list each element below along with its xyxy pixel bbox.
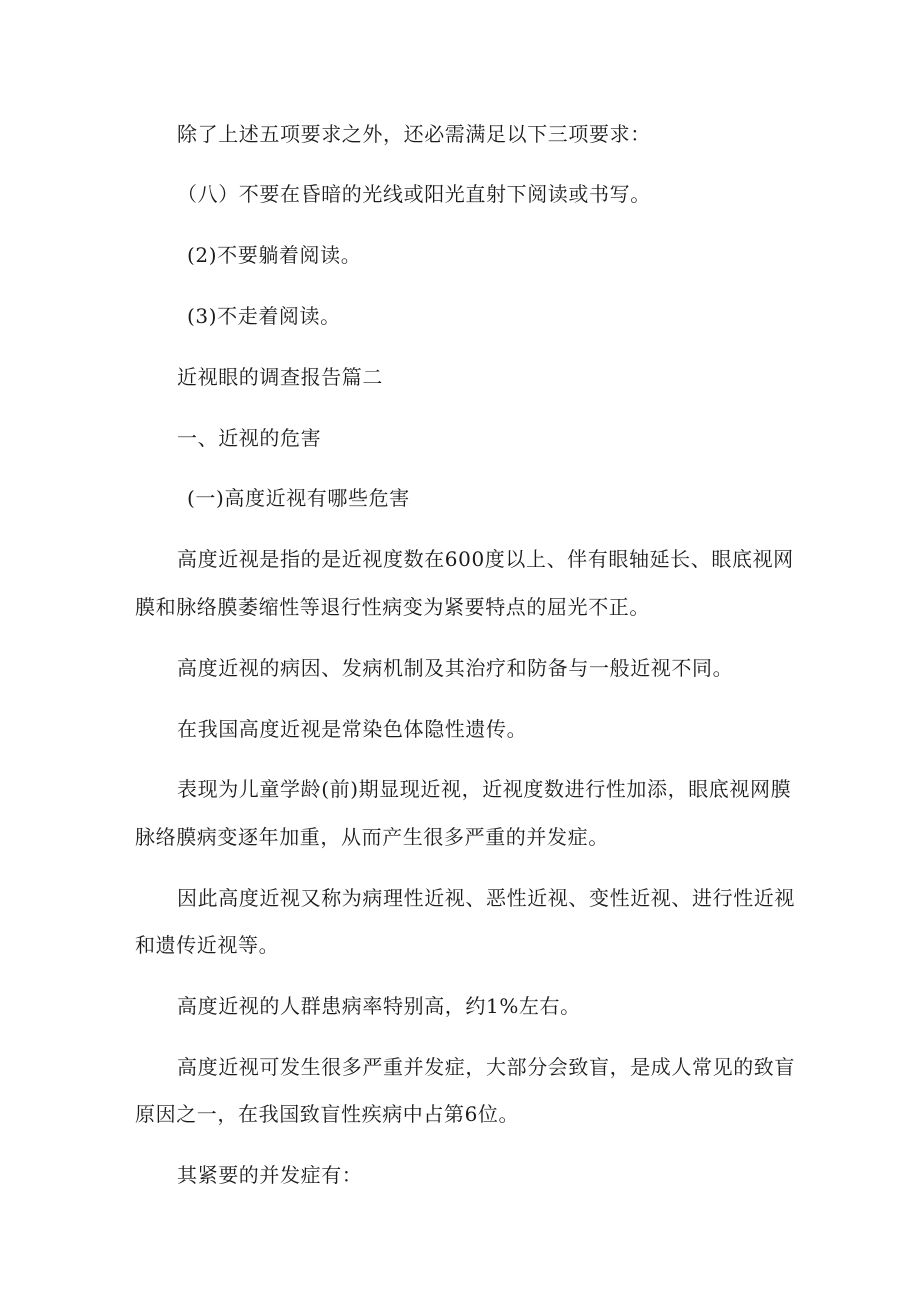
paragraph-symptoms-line-1: 表现为儿童学龄(前)期显现近视，近视度数进行性加添，眼底视网膜 [177, 777, 792, 801]
paragraph-names-line-2: 和遗传近视等。 [135, 933, 280, 957]
paragraph-definition-line-1: 高度近视是指的是近视度数在600度以上、伴有眼轴延长、眼底视网 [177, 547, 794, 571]
paragraph-requirements-intro: 除了上述五项要求之外，还必需满足以下三项要求： [177, 122, 651, 146]
paragraph-complications-line-1: 高度近视可发生很多严重并发症，大部分会致盲，是成人常见的致盲 [177, 1055, 795, 1079]
heading-level-1: 一、近视的危害 [177, 426, 322, 450]
paragraph-prevalence: 高度近视的人群患病率特别高，约1%左右。 [177, 994, 581, 1018]
list-item-2: (2)不要躺着阅读。 [187, 243, 362, 267]
section-title: 近视眼的调查报告篇二 [177, 365, 383, 389]
paragraph-symptoms-line-2: 脉络膜病变逐年加重，从而产生很多严重的并发症。 [135, 825, 609, 849]
paragraph-complications-line-2: 原因之一，在我国致盲性疾病中占第6位。 [135, 1102, 520, 1126]
heading-level-2: (一)高度近视有哪些危害 [187, 486, 410, 510]
paragraph-cause: 高度近视的病因、发病机制及其治疗和防备与一般近视不同。 [177, 656, 734, 680]
paragraph-definition-line-2: 膜和脉络膜萎缩性等退行性病变为紧要特点的屈光不正。 [135, 595, 650, 619]
paragraph-names-line-1: 因此高度近视又称为病理性近视、恶性近视、变性近视、进行性近视 [177, 886, 795, 910]
list-item-3: (3)不走着阅读。 [187, 304, 341, 328]
paragraph-main-complications: 其紧要的并发症有： [177, 1163, 363, 1187]
paragraph-heredity: 在我国高度近视是常染色体隐性遗传。 [177, 717, 528, 741]
list-item-8: （八）不要在昏暗的光线或阳光直射下阅读或书写。 [177, 182, 651, 206]
